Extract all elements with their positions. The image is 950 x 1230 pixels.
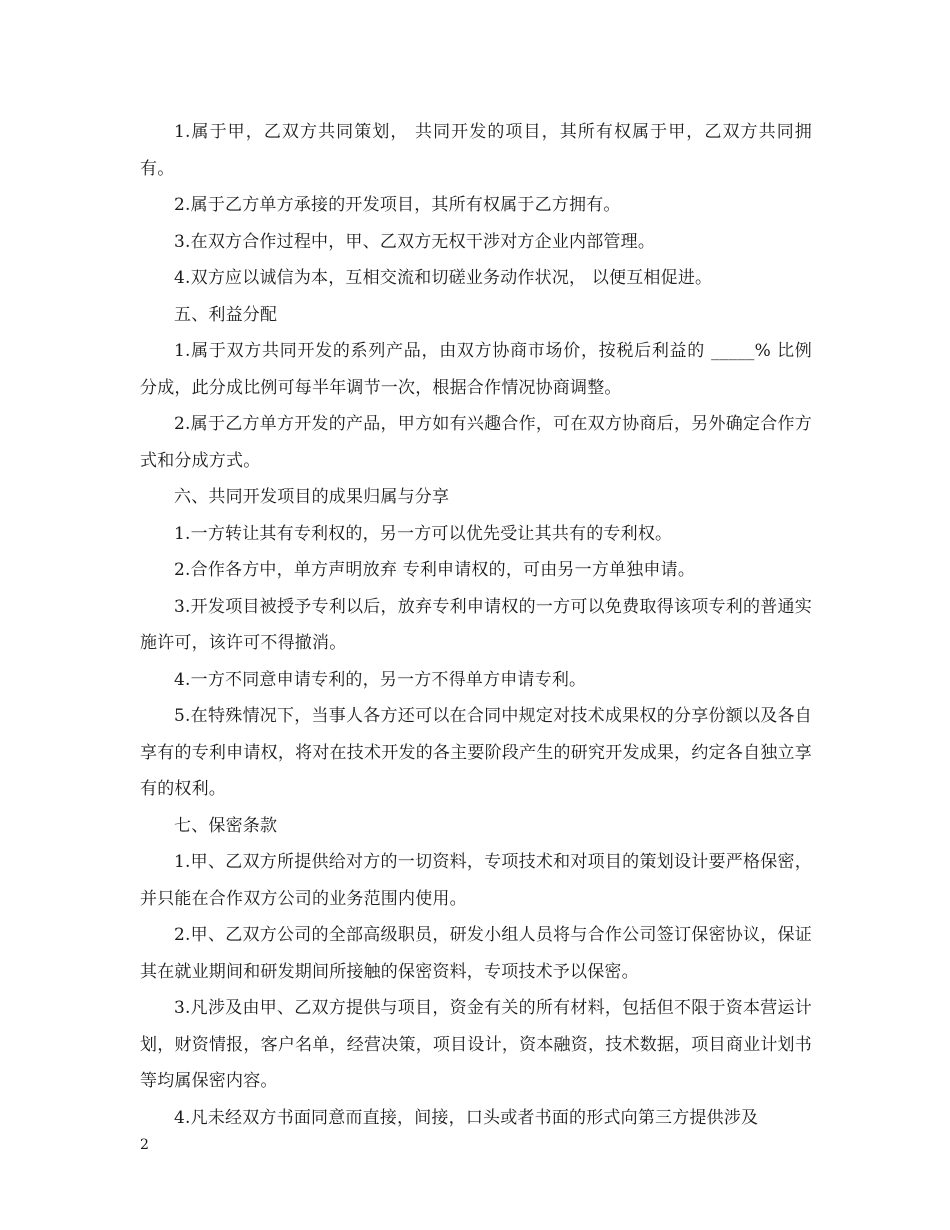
clause-paragraph: 3.开发项目被授予专利以后，放弃专利申请权的一方可以免费取得该项专利的普通实施许可，该许可不得撤消。 <box>140 596 812 653</box>
section-heading: 六、共同开发项目的成果归属与分享 <box>174 487 450 507</box>
clause-paragraph: 1.甲、乙双方所提供给对方的一切资料，专项技术和对项目的策划设计要严格保密，并只能在合作双方公司的业务范围内使用。 <box>140 852 812 909</box>
clause-paragraph: 2.合作各方中，单方声明放弃 专利申请权的，可由另一方单独申请。 <box>174 560 696 580</box>
clause-paragraph: 1.属于甲，乙双方共同策划， 共同开发的项目，其所有权属于甲，乙双方共同拥有。 <box>140 122 812 179</box>
clause-paragraph: 2.属于乙方单方开发的产品，甲方如有兴趣合作，可在双方协商后，另外确定合作方式和分成方式。 <box>140 414 812 471</box>
section-heading: 五、利益分配 <box>174 304 278 325</box>
clause-paragraph: 4.一方不同意申请专利的，另一方不得单方申请专利。 <box>174 669 587 690</box>
section-heading: 七、保密条款 <box>174 815 278 836</box>
clause-paragraph: 3.在双方合作过程中，甲、乙双方无权干涉对方企业内部管理。 <box>174 231 656 252</box>
clause-paragraph: 5.在特殊情况下，当事人各方还可以在合同中规定对技术成果权的分享份额以及各自享有的专利申请权，将对在技术开发的各主要阶段产生的研究开发成果，约定各自独立享有的权利。 <box>140 706 812 799</box>
clause-paragraph: 1.属于双方共同开发的系列产品，由双方协商市场价，按税后利益的 _____% 比例分成，此分成比例可每半年调节一次，根据合作情况协商调整。 <box>140 341 812 398</box>
clause-paragraph: 4.凡未经双方书面同意而直接，间接，口头或者书面的形式向第三方提供涉及 <box>174 1107 759 1128</box>
clause-paragraph: 3.凡涉及由甲、乙双方提供与项目，资金有关的所有材料，包括但不限于资本营运计划，财资情报，客户名单，经营决策，项目设计，资本融资，技术数据，项目商业计划书等均属保密内容。 <box>140 998 812 1091</box>
document-page <box>140 114 812 1136</box>
clause-paragraph: 1.一方转让其有专利权的，另一方可以优先受让其共有的专利权。 <box>174 523 673 544</box>
page-number: 2 <box>140 1137 149 1153</box>
clause-paragraph: 2.属于乙方单方承接的开发项目，其所有权属于乙方拥有。 <box>174 195 621 215</box>
clause-paragraph: 2.甲、乙双方公司的全部高级职员，研发小组人员将与合作公司签订保密协议，保证其在就业期间和研发期间所接触的保密资料，专项技术予以保密。 <box>140 925 812 982</box>
clause-paragraph: 4.双方应以诚信为本，互相交流和切磋业务动作状况， 以便互相促进。 <box>174 268 713 288</box>
